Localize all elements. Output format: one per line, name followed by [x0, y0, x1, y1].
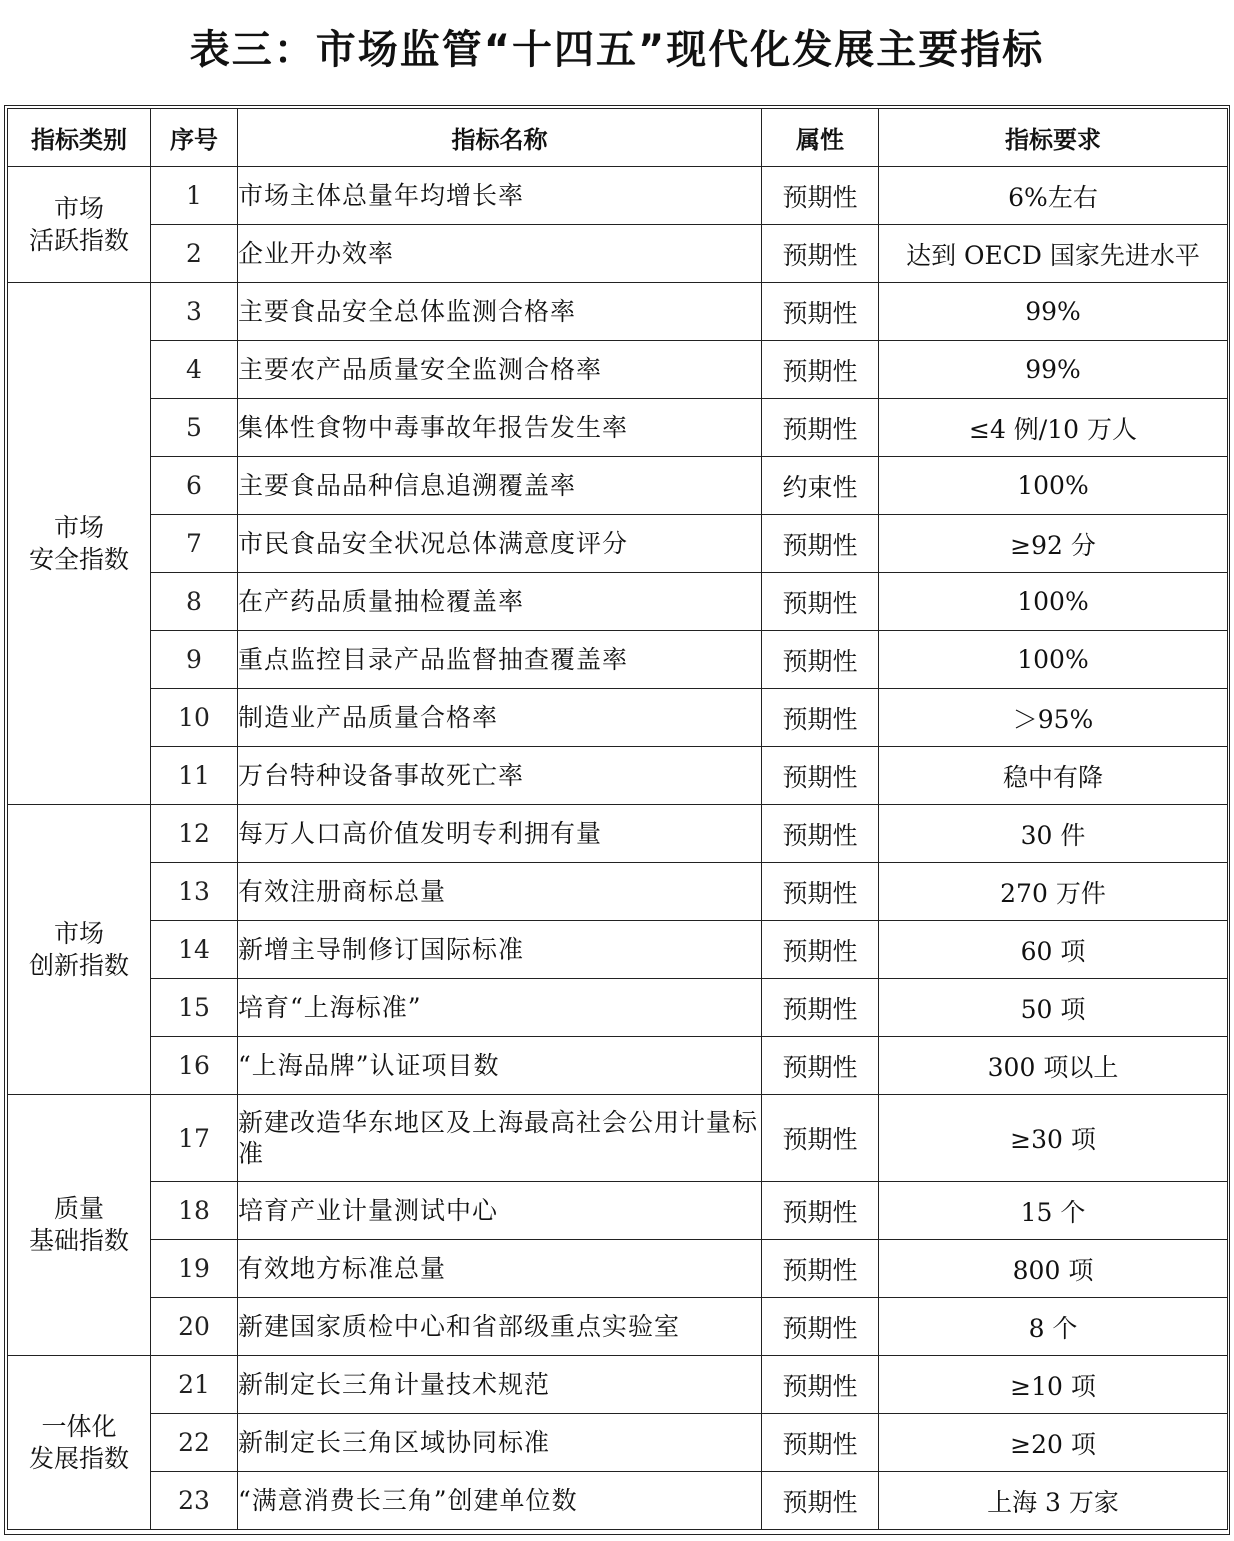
attribute-cell: 预期性 [762, 573, 879, 631]
attribute-cell: 预期性 [762, 631, 879, 689]
category-cell [8, 1356, 151, 1530]
attribute-cell: 预期性 [762, 1298, 879, 1356]
indicator-name-cell: 企业开办效率 [238, 225, 762, 283]
table-body [8, 167, 1228, 1530]
table-row [8, 457, 1228, 515]
category-label: 创新指数 [28, 950, 129, 980]
requirement-cell: 800 项 [879, 1240, 1228, 1298]
seq-cell: 6 [151, 457, 238, 515]
seq-cell: 21 [151, 1356, 238, 1414]
header-seq: 序号 [151, 109, 238, 167]
category-cell [8, 1095, 151, 1356]
attribute-cell: 预期性 [762, 225, 879, 283]
requirement-cell: 达到 OECD 国家先进水平 [879, 225, 1228, 283]
indicator-name-cell: 有效注册商标总量 [238, 863, 762, 921]
indicator-name-cell: 市民食品安全状况总体满意度评分 [238, 515, 762, 573]
table-row [8, 979, 1228, 1037]
seq-cell: 12 [151, 805, 238, 863]
indicator-name-cell: 重点监控目录产品监督抽查覆盖率 [238, 631, 762, 689]
requirement-cell: 6%左右 [879, 167, 1228, 225]
indicator-name-cell: 万台特种设备事故死亡率 [238, 747, 762, 805]
attribute-cell: 预期性 [762, 399, 879, 457]
attribute-cell: 预期性 [762, 341, 879, 399]
attribute-cell: 预期性 [762, 515, 879, 573]
category-cell [8, 283, 151, 805]
attribute-cell: 预期性 [762, 689, 879, 747]
header-attribute: 属性 [762, 109, 879, 167]
indicator-name-cell: 主要农产品质量安全监测合格率 [238, 341, 762, 399]
attribute-cell: 约束性 [762, 457, 879, 515]
seq-cell: 10 [151, 689, 238, 747]
table-row [8, 283, 1228, 341]
table-row [8, 399, 1228, 457]
attribute-cell: 预期性 [762, 747, 879, 805]
indicator-name-cell: 集体性食物中毒事故年报告发生率 [238, 399, 762, 457]
seq-cell: 20 [151, 1298, 238, 1356]
seq-cell: 16 [151, 1037, 238, 1095]
attribute-cell: 预期性 [762, 1182, 879, 1240]
seq-cell: 9 [151, 631, 238, 689]
seq-cell: 14 [151, 921, 238, 979]
attribute-cell: 预期性 [762, 1472, 879, 1530]
category-label: 安全指数 [28, 544, 129, 574]
attribute-cell: 预期性 [762, 1095, 879, 1182]
category-label: 市场 [53, 193, 104, 223]
attribute-cell: 预期性 [762, 1414, 879, 1472]
indicator-name-cell: 在产药品质量抽检覆盖率 [238, 573, 762, 631]
seq-cell: 3 [151, 283, 238, 341]
table-row [8, 1356, 1228, 1414]
seq-cell: 17 [151, 1095, 238, 1182]
indicator-name-cell: 新建改造华东地区及上海最高社会公用计量标准 [238, 1095, 762, 1182]
requirement-cell: ≥30 项 [879, 1095, 1228, 1182]
seq-cell: 1 [151, 167, 238, 225]
seq-cell: 19 [151, 1240, 238, 1298]
table-row [8, 747, 1228, 805]
requirement-cell: 300 项以上 [879, 1037, 1228, 1095]
attribute-cell: 预期性 [762, 863, 879, 921]
requirement-cell: ≥20 项 [879, 1414, 1228, 1472]
table-row [8, 515, 1228, 573]
table-row [8, 1472, 1228, 1530]
attribute-cell: 预期性 [762, 1356, 879, 1414]
category-label: 市场 [53, 512, 104, 542]
indicators-table [7, 108, 1228, 1530]
table-row [8, 863, 1228, 921]
table-row [8, 573, 1228, 631]
seq-cell: 5 [151, 399, 238, 457]
indicator-name-cell: 新制定长三角计量技术规范 [238, 1356, 762, 1414]
table-row [8, 341, 1228, 399]
seq-cell: 18 [151, 1182, 238, 1240]
header-row [8, 109, 1228, 167]
requirement-cell: 100% [879, 573, 1228, 631]
header-category: 指标类别 [8, 109, 151, 167]
requirement-cell: 99% [879, 341, 1228, 399]
seq-cell: 7 [151, 515, 238, 573]
category-label: 基础指数 [28, 1226, 129, 1255]
table-row [8, 167, 1228, 225]
indicator-name-cell: 培育产业计量测试中心 [238, 1182, 762, 1240]
indicator-name-cell: 制造业产品质量合格率 [238, 689, 762, 747]
requirement-cell: 100% [879, 457, 1228, 515]
indicator-name-cell: 新制定长三角区域协同标准 [238, 1414, 762, 1472]
attribute-cell: 预期性 [762, 921, 879, 979]
table-row [8, 1095, 1228, 1182]
requirement-cell: ≥92 分 [879, 515, 1228, 573]
table-row [8, 1182, 1228, 1240]
seq-cell: 15 [151, 979, 238, 1037]
requirement-cell: 15 个 [879, 1182, 1228, 1240]
category-cell [8, 167, 151, 283]
seq-cell: 22 [151, 1414, 238, 1472]
table-row [8, 1037, 1228, 1095]
attribute-cell: 预期性 [762, 1240, 879, 1298]
category-label: 质量 [53, 1194, 104, 1223]
requirement-cell: 上海 3 万家 [879, 1472, 1228, 1530]
indicator-name-cell: 培育“上海标准” [238, 979, 762, 1037]
indicator-name-cell: 主要食品安全总体监测合格率 [238, 283, 762, 341]
requirement-cell: 30 件 [879, 805, 1228, 863]
requirement-cell: 50 项 [879, 979, 1228, 1037]
seq-cell: 23 [151, 1472, 238, 1530]
attribute-cell: 预期性 [762, 979, 879, 1037]
category-label: 市场 [53, 918, 104, 948]
requirement-cell: ＞95% [879, 689, 1228, 747]
seq-cell: 8 [151, 573, 238, 631]
indicator-name-cell: 新建国家质检中心和省部级重点实验室 [238, 1298, 762, 1356]
table-row [8, 921, 1228, 979]
attribute-cell: 预期性 [762, 805, 879, 863]
requirement-cell: ≥10 项 [879, 1356, 1228, 1414]
table-row [8, 631, 1228, 689]
requirement-cell: 100% [879, 631, 1228, 689]
page-title: 表三：市场监管“十四五”现代化发展主要指标 [189, 27, 1045, 73]
table-row [8, 689, 1228, 747]
indicator-name-cell: 新增主导制修订国际标准 [238, 921, 762, 979]
indicator-name-cell: 主要食品品种信息追溯覆盖率 [238, 457, 762, 515]
category-label: 活跃指数 [28, 225, 129, 255]
indicator-name-cell: 市场主体总量年均增长率 [238, 167, 762, 225]
attribute-cell: 预期性 [762, 167, 879, 225]
requirement-cell: ≤4 例/10 万人 [879, 399, 1228, 457]
table-row [8, 805, 1228, 863]
indicator-name-cell: “上海品牌”认证项目数 [238, 1037, 762, 1095]
seq-cell: 11 [151, 747, 238, 805]
table-row [8, 1414, 1228, 1472]
indicator-name-cell: 有效地方标准总量 [238, 1240, 762, 1298]
attribute-cell: 预期性 [762, 1037, 879, 1095]
indicator-name-cell: 每万人口高价值发明专利拥有量 [238, 805, 762, 863]
requirement-cell: 99% [879, 283, 1228, 341]
requirement-cell: 270 万件 [879, 863, 1228, 921]
header-name: 指标名称 [238, 109, 762, 167]
table-row [8, 1298, 1228, 1356]
seq-cell: 2 [151, 225, 238, 283]
category-label: 一体化 [41, 1411, 117, 1441]
requirement-cell: 60 项 [879, 921, 1228, 979]
category-cell [8, 805, 151, 1095]
attribute-cell: 预期性 [762, 283, 879, 341]
category-label: 发展指数 [28, 1443, 129, 1473]
header-requirement: 指标要求 [879, 109, 1228, 167]
table-row [8, 1240, 1228, 1298]
seq-cell: 4 [151, 341, 238, 399]
requirement-cell: 稳中有降 [879, 747, 1228, 805]
table-row [8, 225, 1228, 283]
requirement-cell: 8 个 [879, 1298, 1228, 1356]
indicator-name-cell: “满意消费长三角”创建单位数 [238, 1472, 762, 1530]
seq-cell: 13 [151, 863, 238, 921]
